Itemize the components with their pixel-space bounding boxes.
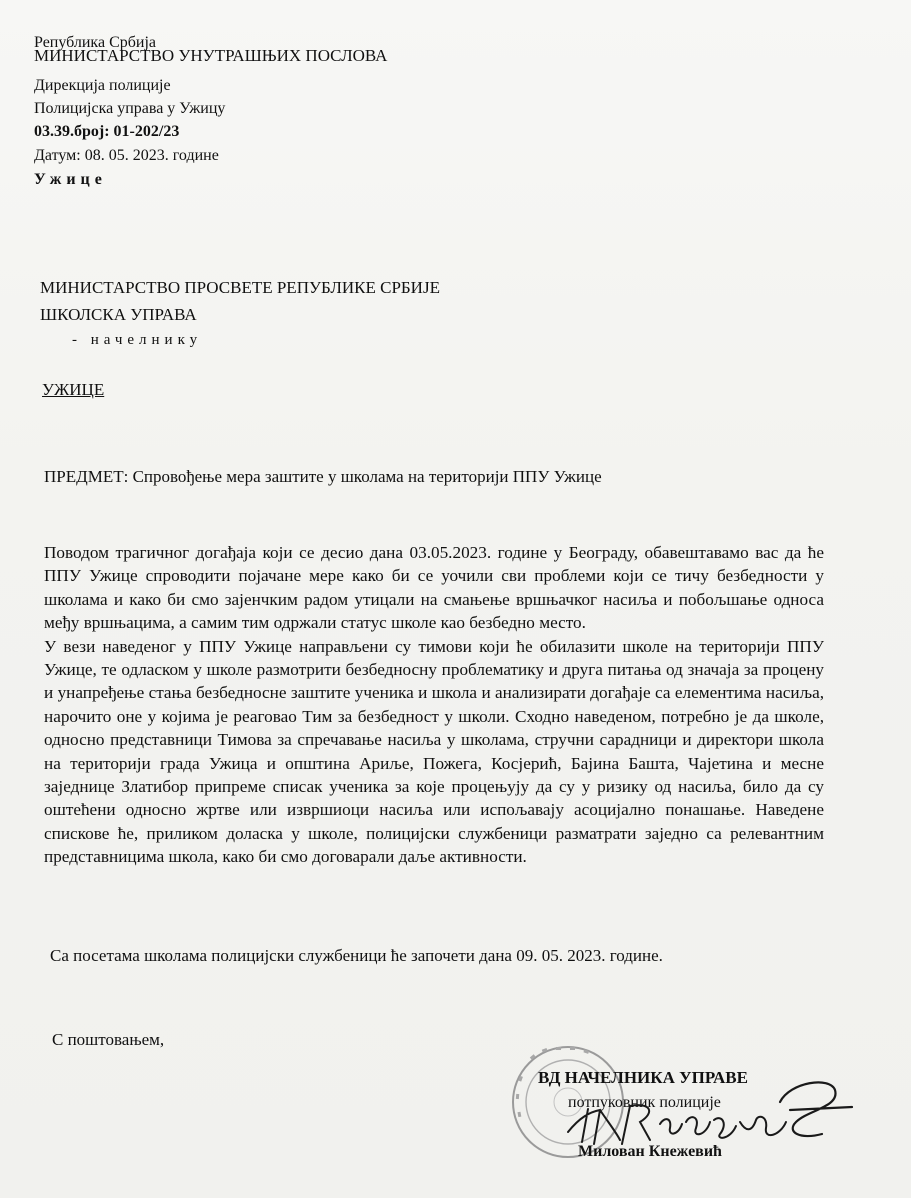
recipient-head: - начелнику (72, 332, 203, 348)
body-paragraph-2: У вези наведеног у ППУ Ужице направљени су тимови који ће обилазити школе на територији ППУ Ужице, те одласком у школе размотрити безбедносну проблематику и друга питања од значаја за процену и унапређење стања безбедносне заштите ученика и школа и анализирати догађаје са елементима насиља, нарочито оне у којима је реаговао Тим за безбедност у школи. Сходно наведеном, потребно је да школе, односно представници Тимова за спречавање насиља у школама, стручни сарадници и директори школа на територији града Ужица и општина Ариље, Пожега, Косјерић, Бајина Башта, Чајетина и месне заједнице Златибор припреме списак ученика за које процењују да су у ризику од насиља, било да су оштећени односно жртве или извршиоци насиља или испољавају асоцијално понашање. Наведене спискове ће, приликом доласка у школе, полицијски службеници разматрати заједно са релевантним представницима школа, како би смо договарали даље активности. (44, 636, 824, 867)
document-date: Датум: 08. 05. 2023. године (34, 147, 219, 164)
letter-body (44, 541, 824, 869)
recipient-office: ШКОЛСКА УПРАВА (40, 305, 197, 324)
recipient-ministry: МИНИСТАРСТВО ПРОСВЕТЕ РЕПУБЛИКЕ СРБИЈЕ (40, 278, 440, 297)
header-city: Ужице (34, 171, 107, 188)
recipient-city: УЖИЦЕ (42, 380, 105, 399)
police-department-line: Полицијска управа у Ужицу (34, 100, 226, 117)
body-paragraph-3: Са посетама школама полицијски службеници ће започети дана 09. 05. 2023. године. (50, 946, 663, 965)
ministry-line: МИНИСТАРСТВО УНУТРАШЊИХ ПОСЛОВА (34, 46, 388, 65)
handwritten-signature (560, 1062, 860, 1162)
country-line: Република Србија (34, 34, 156, 51)
document-number: 03.39.број: 01-202/23 (34, 123, 180, 140)
signature-name: Милован Кнежевић (578, 1143, 722, 1160)
signature-title: ВД НАЧЕЛНИКА УПРАВЕ (538, 1068, 748, 1087)
body-paragraph-1: Поводом трагичног догађаја који се десио дана 03.05.2023. године у Београду, обавештавамо вас да ће ППУ Ужице спроводити појачане мере како би се уочили сви проблеми који се тичу безбедности у школама и како би смо зајенчким радом утицали на смањење вршњачког насиља и побољшање односа међу вршњацима, а самим тим одржали статус школе као безбедно место. (44, 543, 824, 633)
directorate-line: Дирекција полиције (34, 77, 171, 94)
signature-rank: потпуковник полиције (568, 1094, 721, 1111)
subject-line: ПРЕДМЕТ: Спровођење мера заштите у школама на територији ППУ Ужице (44, 467, 602, 486)
closing-phrase: С поштовањем, (52, 1030, 165, 1049)
